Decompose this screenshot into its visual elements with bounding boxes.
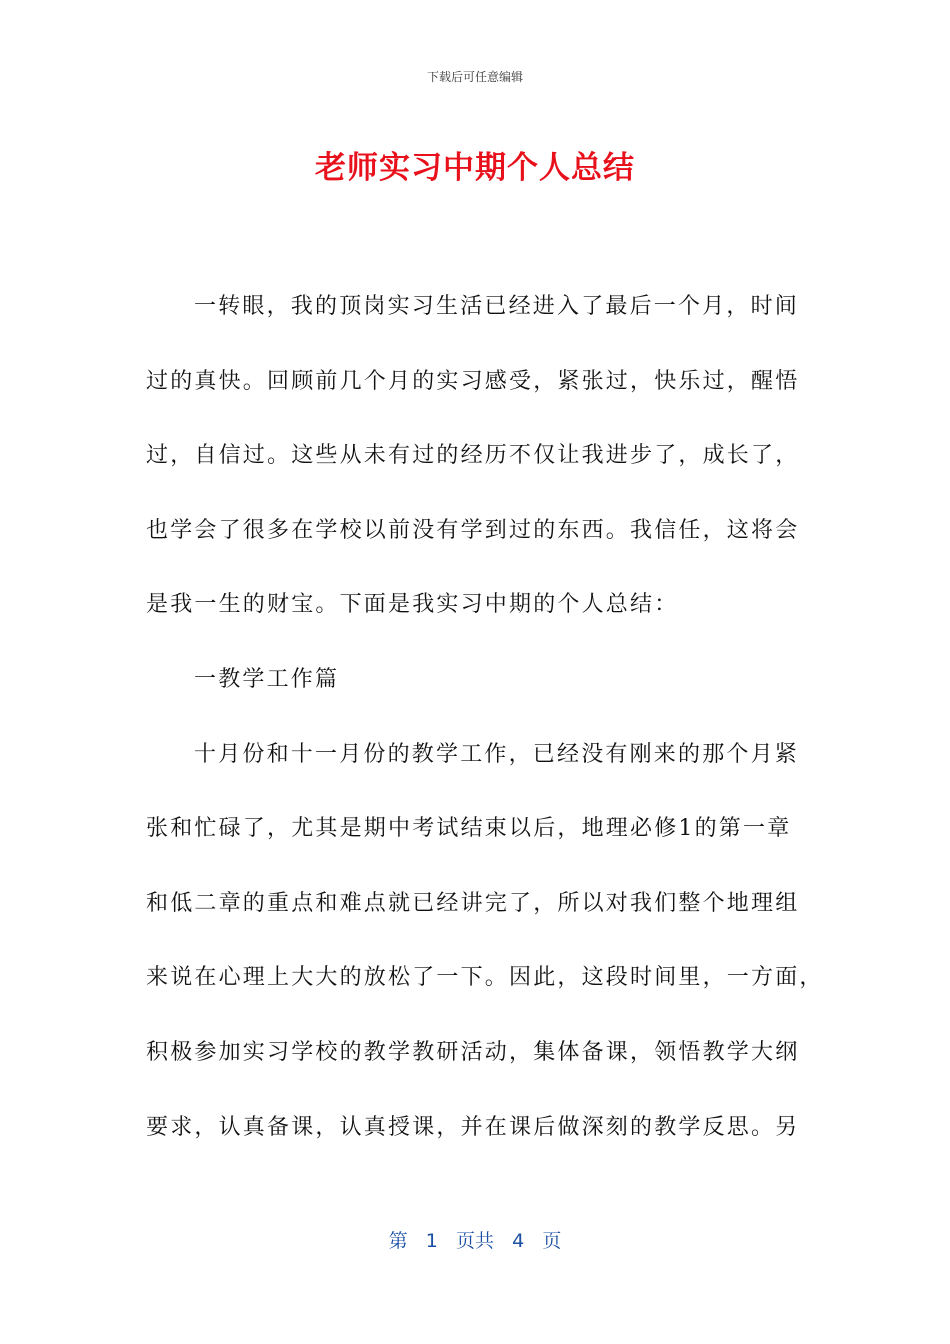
document-title: 老师实习中期个人总结 — [315, 150, 635, 186]
paragraph-line: 也学会了很多在学校以前没有学到过的东西。我信任，这将会 — [146, 517, 800, 543]
footer-middle: 页共 — [455, 1230, 494, 1252]
paragraph-line: 过，自信过。这些从未有过的经历不仅让我进步了，成长了， — [146, 443, 800, 469]
footer-prefix: 第 — [388, 1230, 408, 1252]
paragraph-line: 是我一生的财宝。下面是我实习中期的个人总结： — [146, 592, 679, 618]
paragraph-line: 积极参加实习学校的教学教研活动，集体备课，领悟教学大纲 — [146, 1039, 800, 1065]
paragraph-line: 一转眼，我的顶岗实习生活已经进入了最后一个月，时间 — [194, 294, 800, 319]
paragraph-line: 十月份和十一月份的教学工作，已经没有刚来的那个月紧 — [194, 741, 800, 767]
page-header-note: 下载后可任意编辑 — [426, 70, 523, 84]
paragraph-line: 过的真快。回顾前几个月的实习感受，紧张过，快乐过，醒悟 — [146, 368, 800, 394]
paragraph-line: 来说在心理上大大的放松了一下。因此，这段时间里，一方面， — [146, 965, 824, 991]
footer-total-pages: 4 — [512, 1230, 525, 1252]
paragraph-line: 要求，认真备课，认真授课，并在课后做深刻的教学反思。另 — [146, 1114, 800, 1140]
page-footer — [0, 1226, 950, 1253]
paragraph-line: 张和忙碌了，尤其是期中考试结束以后，地理必修1的第一章 — [146, 816, 792, 842]
document-body — [146, 270, 824, 1165]
footer-suffix: 页 — [542, 1230, 562, 1252]
paragraph-line: 和低二章的重点和难点就已经讲完了，所以对我们整个地理组 — [146, 890, 800, 916]
section-heading: 一教学工作篇 — [194, 666, 340, 692]
footer-current-page: 1 — [425, 1230, 438, 1252]
